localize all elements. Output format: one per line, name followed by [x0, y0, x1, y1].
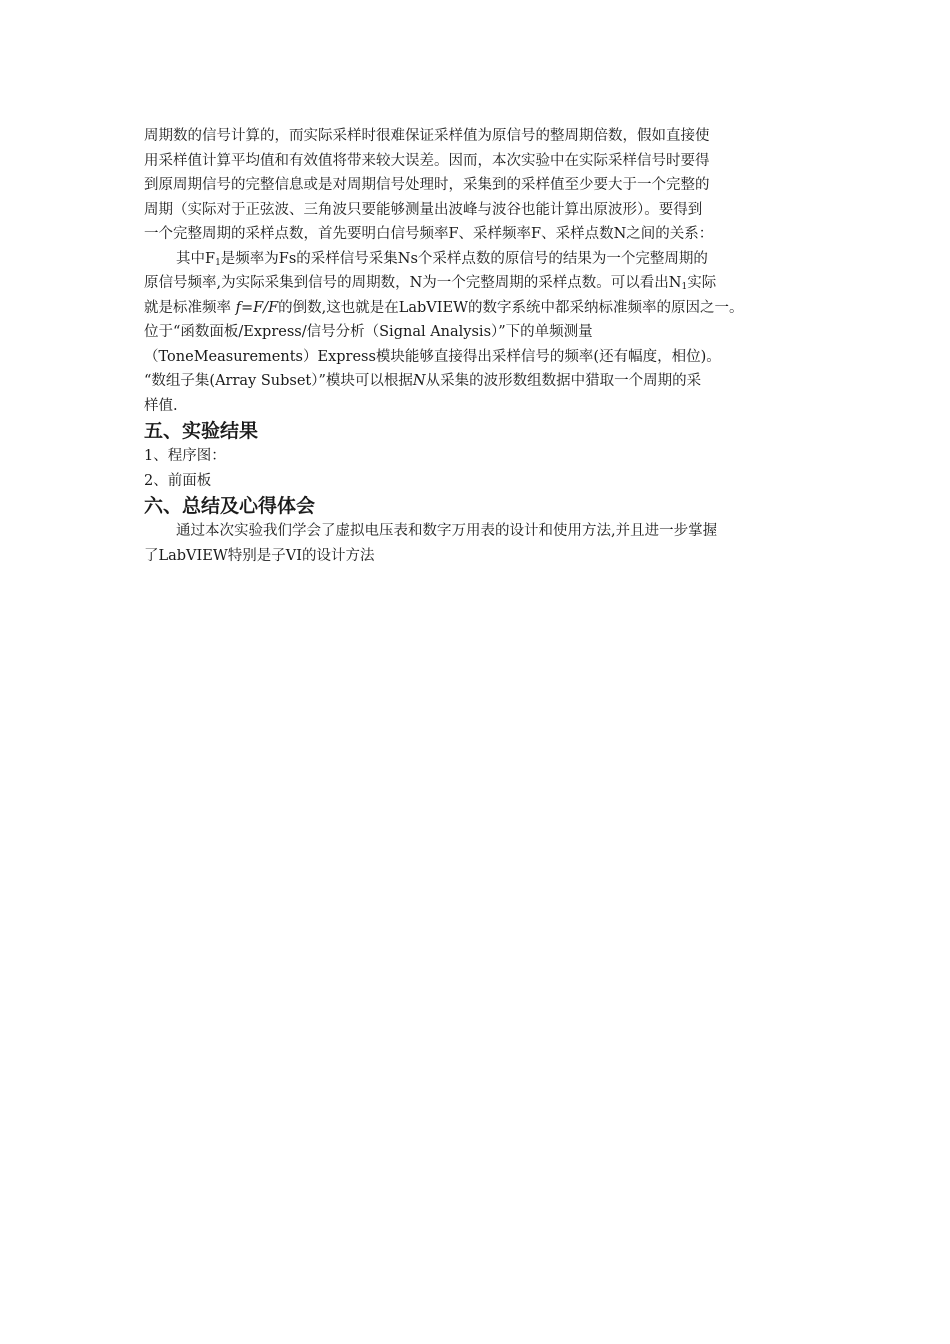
paragraph-line: 一个完整周期的采样点数，首先要明白信号频率F、采样频率F、采样点数N之间的关系：: [144, 226, 714, 242]
text-run: 其中F: [176, 250, 216, 267]
paragraph-line: 样值.: [144, 397, 178, 414]
text-run: 的倒数,这也就是在LabVIEW的数字系统中都采纳标准频率的原因之一。: [278, 299, 744, 316]
paragraph-line: （ToneMeasurements）Express模块能够直接得出采样信号的频率(还有幅度，相位)。: [144, 348, 721, 365]
section-heading-summary: 六、总结及心得体会: [144, 495, 316, 517]
paragraph-line: [144, 247, 824, 272]
paragraph-line: 位于“函数面板/Express/信号分析（Signal Analysis）”下的单频测量: [144, 324, 593, 340]
text-run: 从采集的波形数组数据中猎取一个周期的采: [425, 373, 702, 389]
paragraph-line: 通过本次实验我们学会了虚拟电压表和数字万用表的设计和使用方法,并且进一步掌握: [176, 523, 718, 539]
document-content: [144, 124, 824, 568]
paragraph-line: [144, 271, 824, 296]
formula: f=F/F: [235, 299, 279, 316]
subscript: 1: [215, 257, 221, 268]
paragraph-line: 了LabVIEW特别是子VI的设计方法: [144, 547, 375, 564]
paragraph-line: 用采样值计算平均值和有效值将带来较大误差。因而，本次实验中在实际采样信号时要得: [144, 152, 710, 169]
text-run: 原信号频率,为实际采集到信号的周期数，N为一个完整周期的采样点数。可以看出N: [144, 275, 682, 291]
body-paragraph-2: [144, 247, 824, 419]
list-item-program-diagram: 1、程序图：: [144, 448, 226, 464]
variable-n: N: [412, 373, 426, 389]
paragraph-line: 周期数的信号计算的，而实际采样时很难保证采样值为原信号的整周期倍数，假如直接使: [144, 128, 710, 144]
paragraph-line: [144, 369, 824, 394]
paragraph-line: 到原周期信号的完整信息或是对周期信号处理时，采集到的采样值至少要大于一个完整的: [144, 177, 710, 193]
section-heading-results: 五、实验结果: [144, 420, 259, 442]
text-run: 就是标准频率: [144, 299, 236, 316]
paragraph-line: [144, 296, 824, 321]
paragraph-line: 周期（实际对于正弦波、三角波只要能够测量出波峰与波谷也能计算出原波形）。要得到: [144, 201, 703, 218]
list-item-front-panel: 2、前面板: [144, 472, 212, 489]
text-run: 是频率为Fs的采样信号采集Ns个采样点数的原信号的结果为一个完整周期的: [220, 250, 708, 267]
body-paragraph-1: [144, 124, 824, 247]
text-run: 实际: [687, 275, 717, 291]
text-run: “数组子集(Array Subset）”模块可以根据: [144, 373, 413, 389]
subscript: 1: [681, 282, 688, 292]
